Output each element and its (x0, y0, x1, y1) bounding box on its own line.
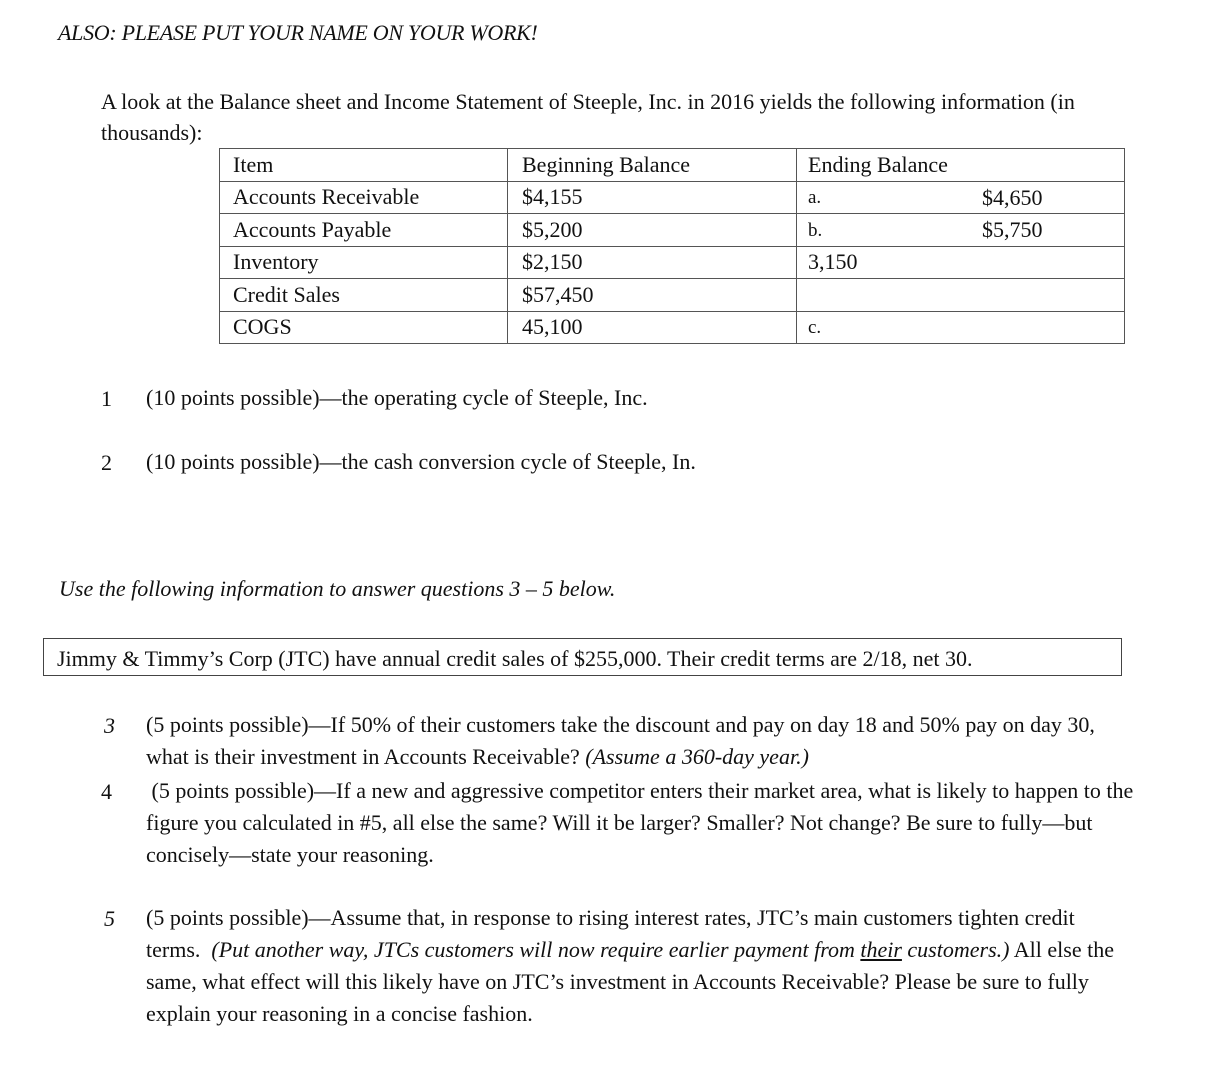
table-row (220, 214, 1125, 247)
row-item: Accounts Receivable (220, 181, 508, 214)
question-2-text: (10 points possible)—the cash conversion cycle of Steeple, In. (146, 449, 696, 474)
ending-label: b. (808, 219, 823, 241)
row-beginning: $57,450 (508, 279, 797, 312)
question-1-number: 1 (101, 386, 112, 411)
row-ending (797, 311, 1125, 344)
question-5-body-a: (5 points possible)—Assume that, in response to rising interest rates, JTC’s main customers tighten credit terms. (146, 905, 1075, 962)
question-5-aside-end: customers.) (907, 937, 1010, 962)
ending-label: 3,150 (808, 249, 858, 275)
question-3-assumption: (Assume a 360-day year.) (585, 744, 809, 769)
row-ending (797, 279, 1125, 312)
ending-label: a. (808, 187, 822, 209)
question-3-number: 3 (104, 713, 115, 738)
row-ending (797, 214, 1125, 247)
row-beginning: 45,100 (508, 311, 797, 344)
question-4-text: (5 points possible)—If a new and aggressive competitor enters their market area, what is likely to happen to the figure you calculated in #5, all else the same? Will it be larger? Smaller? Not change? Be sure to fully—but concisely—state your reasoning. (146, 778, 1139, 867)
header-beginning: Beginning Balance (508, 149, 797, 182)
question-2-number: 2 (101, 450, 112, 475)
ending-value: $5,750 (982, 217, 1043, 242)
ending-label: c. (808, 317, 822, 339)
table-header-row (220, 149, 1125, 182)
row-beginning: $2,150 (508, 246, 797, 279)
question-5-aside-underlined: their (860, 937, 902, 962)
table-row (220, 279, 1125, 312)
question-5-aside: (Put another way, JTCs customers will now require earlier payment from (211, 937, 855, 962)
row-beginning: $4,155 (508, 181, 797, 214)
question-3-text (146, 709, 1106, 773)
question-3-body: (5 points possible)—If 50% of their customers take the discount and pay on day 18 and 50% pay on day 30, what is their investment in Accounts Receivable? (146, 712, 1095, 769)
question-5-body-b: All else the same, what effect will this likely have on JTC’s investment in Accounts Receivable? Please be sure to fully explain your reasoning in a concise fashion. (146, 937, 1114, 1026)
intro-paragraph: A look at the Balance sheet and Income Statement of Steeple, Inc. in 2016 yields the following information (in thousands): (101, 89, 1075, 145)
scenario-box: Jimmy & Timmy’s Corp (JTC) have annual credit sales of $255,000. Their credit terms are 2/18, net 30. (43, 638, 1122, 676)
row-ending (797, 181, 1125, 214)
question-1-text: (10 points possible)—the operating cycle of Steeple, Inc. (146, 385, 648, 410)
question-5-text (146, 902, 1136, 1030)
table-row (220, 311, 1125, 344)
table-row (220, 181, 1125, 214)
ending-value: $4,650 (982, 184, 1043, 210)
balance-table (219, 148, 1125, 344)
row-item: Accounts Payable (220, 214, 508, 247)
row-item: Inventory (220, 246, 508, 279)
row-beginning: $5,200 (508, 214, 797, 247)
table-row (220, 246, 1125, 279)
instructions-heading: Use the following information to answer questions 3 – 5 below. (59, 576, 616, 601)
question-4-number: 4 (101, 779, 112, 804)
name-notice: ALSO: PLEASE PUT YOUR NAME ON YOUR WORK! (58, 20, 538, 45)
row-item: COGS (220, 311, 508, 344)
header-ending: Ending Balance (797, 149, 1125, 182)
row-ending (797, 246, 1125, 279)
row-item: Credit Sales (220, 279, 508, 312)
header-item: Item (220, 149, 508, 182)
question-5-number: 5 (104, 906, 115, 931)
